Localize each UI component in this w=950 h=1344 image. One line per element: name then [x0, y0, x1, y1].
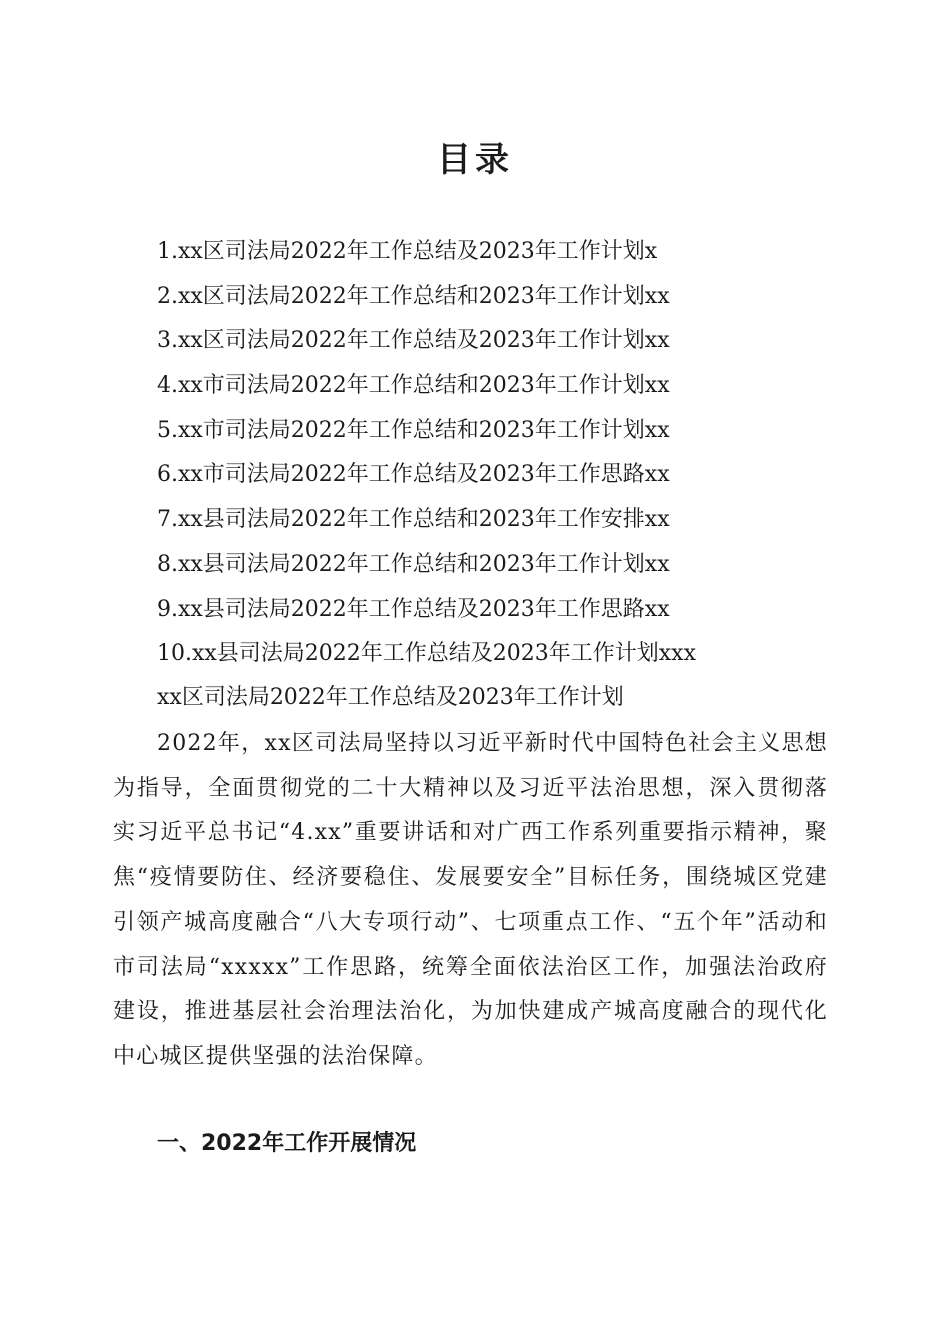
toc-item: 3.xx区司法局2022年工作总结及2023年工作计划xx: [157, 328, 670, 354]
page-title: 目录: [437, 140, 513, 180]
toc-item: 4.xx市司法局2022年工作总结和2023年工作计划xx: [157, 373, 670, 399]
toc-item: 8.xx县司法局2022年工作总结和2023年工作计划xx: [157, 551, 670, 577]
toc-item: 9.xx县司法局2022年工作总结及2023年工作思路xx: [157, 596, 670, 622]
toc-item: 5.xx市司法局2022年工作总结和2023年工作计划xx: [157, 417, 670, 443]
section-heading: 一、2022年工作开展情况: [157, 1131, 417, 1156]
article-title: xx区司法局2022年工作总结及2023年工作计划: [157, 685, 624, 710]
toc-item: 1.xx区司法局2022年工作总结及2023年工作计划x: [157, 239, 658, 264]
body-paragraph: 2022年，xx区司法局坚持以习近平新时代中国特色社会主义思想为指导，全面贯彻党的二十大精神以及习近平法治思想，深入贯彻落实习近平总书记“4.xx”重要讲话和对广西工作系列重要指示精神，聚焦“疫情要防住、经济要稳住、发展要安全”目标任务，围绕城区党建引领产城高度融合“八大专项行动”、七项重点工作、“五个年”活动和市司法局“xxxxx”工作思路，统筹全面依法治区工作，加强法治政府建设，推进基层社会治理法治化，为加快建成产城高度融合的现代化中心城区提供坚强的法治保障。: [113, 731, 828, 1069]
toc-item: 7.xx县司法局2022年工作总结和2023年工作安排xx: [157, 507, 670, 533]
toc-item: 6.xx市司法局2022年工作总结及2023年工作思路xx: [157, 462, 670, 488]
toc-item: 10.xx县司法局2022年工作总结及2023年工作计划xxx: [157, 641, 697, 667]
toc-item: 2.xx区司法局2022年工作总结和2023年工作计划xx: [157, 283, 670, 309]
table-of-contents: [157, 230, 857, 677]
